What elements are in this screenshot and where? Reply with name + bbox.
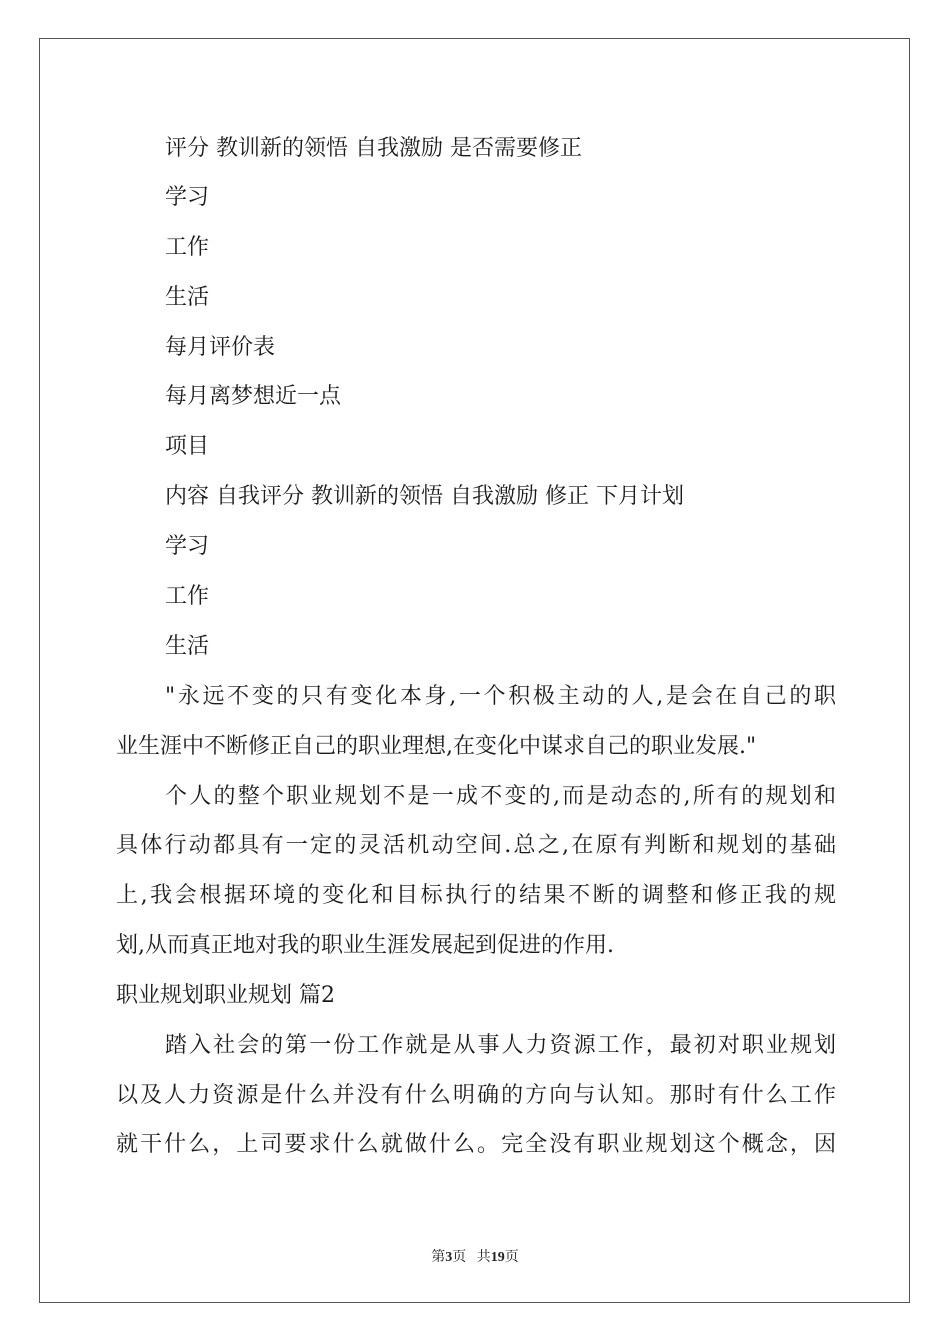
table-header: 评分 教训新的领悟 自我激励 是否需要修正 (165, 136, 582, 161)
paragraph-quote-line-2: 业生涯中不断修正自己的职业理想,在变化中谋求自己的职业发展." (116, 734, 757, 759)
table-row-study: 学习 (165, 185, 210, 210)
monthly-table-title: 每月评价表 (165, 335, 276, 360)
monthly-table-subtitle: 每月离梦想近一点 (165, 384, 342, 409)
footer-mid: 页 共 (452, 1250, 491, 1265)
monthly-item-label: 项目 (165, 434, 210, 459)
monthly-row-work: 工作 (165, 584, 210, 609)
paragraph-plan-line-2: 具体行动都具有一定的灵活机动空间.总之,在原有判断和规划的基础 (116, 833, 836, 858)
footer-total-pages: 19 (490, 1250, 505, 1265)
paragraph-plan-line-1: 个人的整个职业规划不是一成不变的,而是动态的,所有的规划和 (165, 784, 836, 809)
table-row-work: 工作 (165, 235, 210, 260)
paragraph-plan-line-3: 上,我会根据环境的变化和目标执行的结果不断的调整和修正我的规 (116, 883, 836, 908)
monthly-row-study: 学习 (165, 534, 210, 559)
footer-page-number: 3 (445, 1250, 453, 1265)
page-footer (0, 1246, 950, 1266)
page-border (39, 38, 910, 1303)
table-row-life: 生活 (165, 285, 210, 310)
paragraph-intro-line-2: 以及人力资源是什么并没有什么明确的方向与认知。那时有什么工作 (116, 1083, 836, 1108)
monthly-row-life: 生活 (165, 634, 210, 659)
section-title: 职业规划职业规划 篇2 (116, 983, 335, 1008)
footer-prefix: 第 (431, 1250, 446, 1265)
paragraph-intro-line-1: 踏入社会的第一份工作就是从事人力资源工作，最初对职业规划 (165, 1033, 836, 1058)
paragraph-plan-line-4: 划,从而真正地对我的职业生涯发展起到促进的作用. (116, 933, 614, 958)
monthly-table-header: 内容 自我评分 教训新的领悟 自我激励 修正 下月计划 (165, 484, 684, 509)
footer-suffix: 页 (504, 1250, 519, 1265)
paragraph-quote-line-1: "永远不变的只有变化本身,一个积极主动的人,是会在自己的职 (165, 684, 836, 709)
paragraph-intro-line-3: 就干什么，上司要求什么就做什么。完全没有职业规划这个概念，因 (116, 1132, 836, 1157)
